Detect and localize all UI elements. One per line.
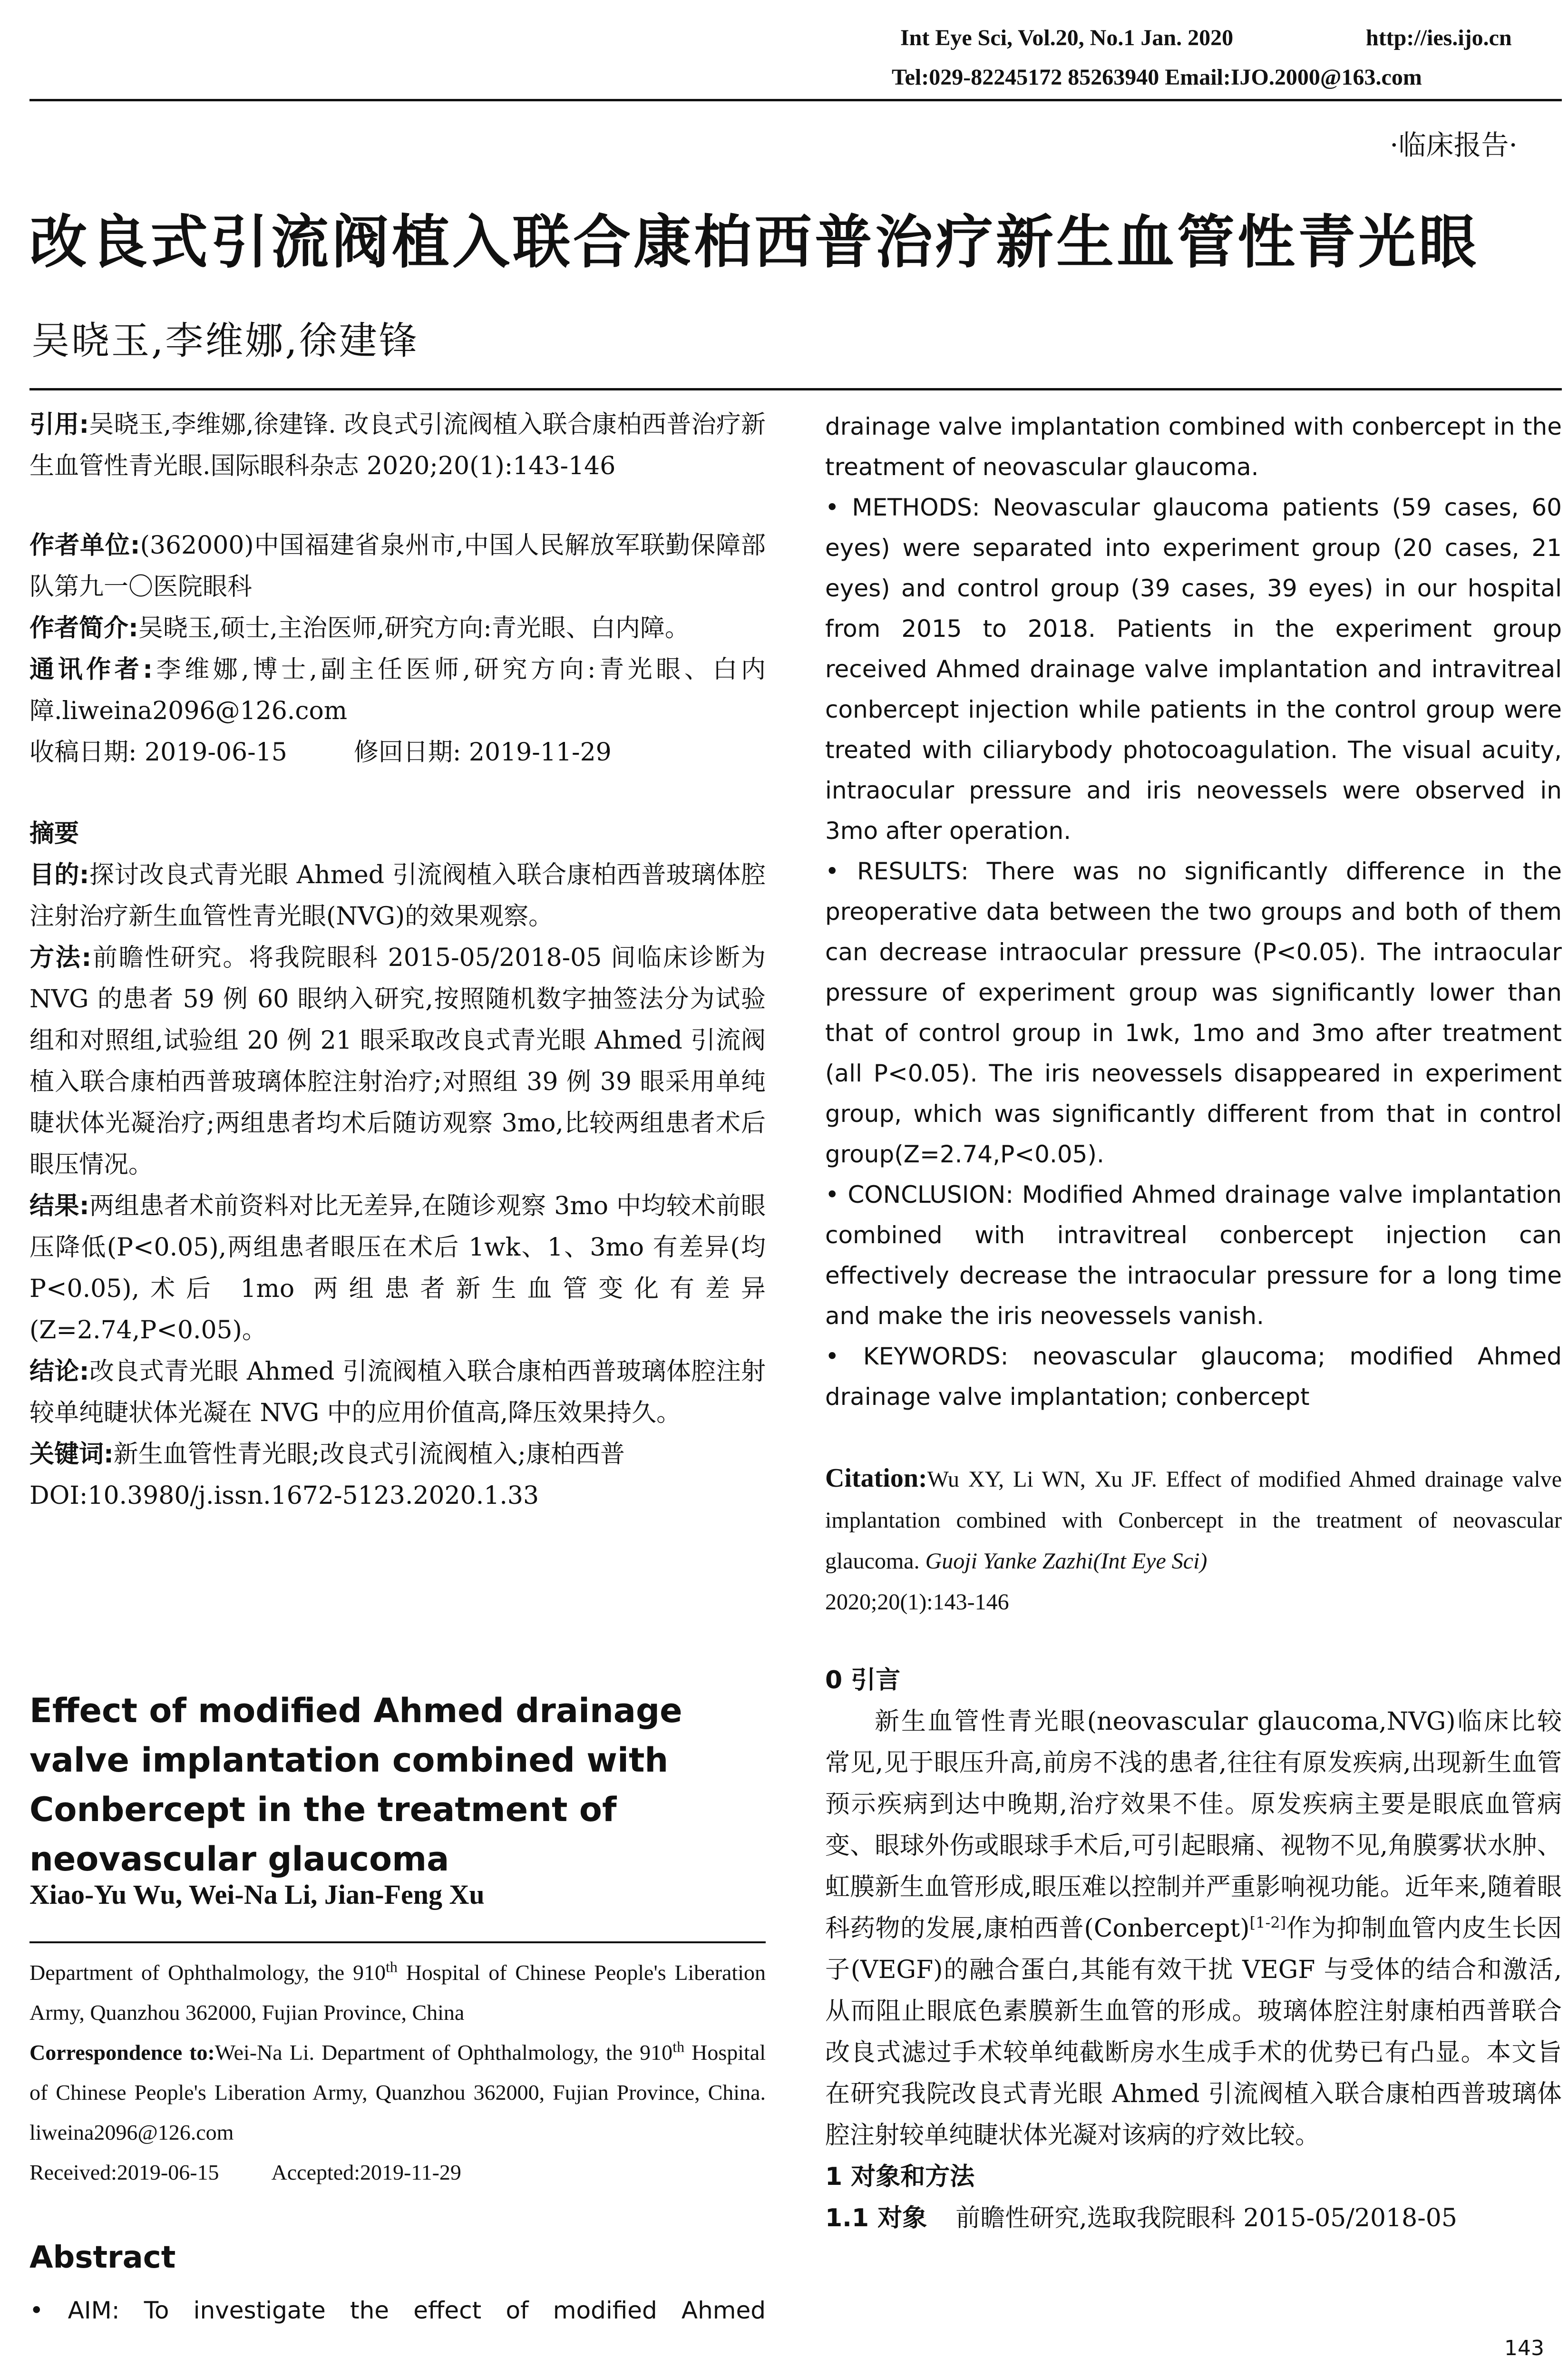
authors-rule (29, 388, 1562, 390)
english-abstract (825, 407, 1562, 1417)
keywords-cn: 关键词:新生血管性青光眼;改良式引流阀植入;康柏西普 (29, 1440, 625, 1469)
department-en: Department of Ophthalmology, the 910th Hospital of Chinese People's Liberation Army, Quanzhou 362000, Fujian Province, China (29, 1958, 766, 2025)
left-column (29, 404, 766, 1517)
correspondence-cn: 通讯作者:李维娜,博士,副主任医师,研究方向:青光眼、白内障.liweina2096@126.com (29, 655, 766, 725)
keywords-en: • KEYWORDS: neovascular glaucoma; modified Ahmed drainage valve implantation; conbercept (825, 1343, 1562, 1411)
author-bio-cn: 作者简介:吴晓玉,硕士,主治医师,研究方向:青光眼、白内障。 (29, 614, 690, 643)
dates-en: Received:2019-06-15 Accepted:2019-11-29 (29, 2160, 461, 2184)
dates-cn: 收稿日期: 2019-06-15 修回日期: 2019-11-29 (29, 738, 612, 767)
section-label: ·临床报告· (1390, 129, 1518, 161)
results-en: • RESULTS: There was no significantly difference in the preoperative data between the two groups and both of them can decrease intraocular pressure (P<0.05). The intraocular pressure of experiment group was significantly lower than that of control group in 1wk, 1mo and 3mo after treatment (all P<0.05). The iris neovessels disappeared in experiment group, which was significantly different from that in control group(Z=2.74,P<0.05). (825, 857, 1562, 1168)
header-rule (29, 99, 1562, 101)
intro-heading: 0 引言 (825, 1666, 901, 1695)
affiliation-cn: 作者单位:(362000)中国福建省泉州市,中国人民解放军联勤保障部队第九一〇医院眼科 (29, 531, 766, 601)
english-affiliation-block (29, 1953, 766, 2192)
authors-cn: 吴晓玉,李维娜,徐建锋 (31, 319, 419, 363)
intro-paragraph: 新生血管性青光眼(neovascular glaucoma,NVG)临床比较常见,见于眼压升高,前房不浅的患者,往往有原发疾病,出现新生血管预示疾病到达中晚期,治疗效果不佳。原发疾病主要是眼底血管病变、眼球外伤或眼球手术后,可引起眼痛、视物不见,角膜雾状水肿、虹膜新生血管形成,眼压难以控制并严重影响视功能。近年来,随着眼科药物的发展,康柏西普(Conbercept)[1-2]作为抑制血管内皮生长因子(VEGF)的融合蛋白,其能有效干扰 VEGF 与受体的结合和激活,从而阻止眼底色素膜新生血管的形成。玻璃体腔注射康柏西普联合改良式滤过手术较单纯截断房水生成手术的优势已有凸显。本文旨在研究我院改良式青光眼 Ahmed 引流阀植入联合康柏西普玻璃体腔注射较单纯睫状体光凝对该病的疗效比较。 (825, 1707, 1562, 2150)
title-cn: 改良式引流阀植入联合康柏西普治疗新生血管性青光眼 (29, 209, 1480, 276)
aim-en-cont: drainage valve implantation combined with conbercept in the treatment of neovascular glaucoma. (825, 413, 1562, 481)
conclusion-cn: 结论:改良式青光眼 Ahmed 引流阀植入联合康柏西普玻璃体腔注射较单纯睫状体光凝在 NVG 中的应用价值高,降压效果持久。 (29, 1357, 766, 1427)
authors-en: Xiao-Yu Wu, Wei-Na Li, Jian-Feng Xu (29, 1879, 485, 1910)
citation-en: Citation:Wu XY, Li WN, Xu JF. Effect of modified Ahmed drainage valve implantation combined with Conbercept in the treatment of neovascular glaucoma. Guoji Yanke Zazhi(Int Eye Sci) 2020;20(1):143-146 (825, 1463, 1562, 1615)
contact-line: Tel:029-82245172 85263940 Email:IJO.2000@163.com (892, 65, 1422, 90)
abstract-heading-en: Abstract (29, 2240, 176, 2275)
section11: 1.1 对象 前瞻性研究,选取我院眼科 2015-05/2018-05 (825, 2204, 1457, 2232)
abstract-heading-cn: 摘要 (29, 819, 79, 848)
authors-en-rule (29, 1941, 766, 1943)
page-number: 143 (1504, 2336, 1544, 2360)
title-en: Effect of modified Ahmed drainage valve implantation combined with Conbercept in the treatment of neovascular glaucoma (29, 1691, 682, 1879)
conclusion-en: • CONCLUSION: Modified Ahmed drainage valve implantation combined with intravitreal conbercept injection can effectively decrease the intraocular pressure for a long time and make the iris neovessels vanish. (825, 1181, 1562, 1330)
journal-url: http://ies.ijo.cn (1366, 25, 1512, 50)
introduction (825, 1660, 1562, 2239)
section1-heading: 1 对象和方法 (825, 2163, 975, 2191)
methods-cn: 方法:前瞻性研究。将我院眼科 2015-05/2018-05 间临床诊断为 NVG 的患者 59 例 60 眼纳入研究,按照随机数字抽签法分为试验组和对照组,试验组 20 例 21 眼采取改良式青光眼 Ahmed 引流阀植入联合康柏西普玻璃体腔注射治疗;对照组 39 例 39 眼采用单纯睫状体光凝治疗;两组患者均术后随访观察 3mo,比较两组患者术后眼压情况。 (29, 944, 766, 1179)
methods-en: • METHODS: Neovascular glaucoma patients (59 cases, 60 eyes) were separated into experiment group (20 cases, 21 eyes) and control group (39 cases, 39 eyes) in our hospital from 2015 to 2018. Patients in the experiment group received Ahmed drainage valve implantation and intravitreal conbercept injection while patients in the control group were treated with ciliarybody photocoagulation. The visual acuity, intraocular pressure and iris neovessels were observed in 3mo after operation. (825, 494, 1562, 845)
aim-cn: 目的:探讨改良式青光眼 Ahmed 引流阀植入联合康柏西普玻璃体腔注射治疗新生血管性青光眼(NVG)的效果观察。 (29, 861, 766, 931)
doi: DOI:10.3980/j.issn.1672-5123.2020.1.33 (29, 1481, 539, 1510)
results-cn: 结果:两组患者术前资料对比无差异,在随诊观察 3mo 中均较术前眼压降低(P<0.05),两组患者眼压在术后 1wk、1、3mo 有差异(均 P<0.05),术后 1mo 两组患者新生血管变化有差异(Z=2.74,P<0.05)。 (29, 1192, 766, 1344)
journal-line: Int Eye Sci, Vol.20, No.1 Jan. 2020 (900, 25, 1234, 50)
correspondence-en: Correspondence to:Wei-Na Li. Department of Ophthalmology, the 910th Hospital of Chinese People's Liberation Army, Quanzhou 362000, Fujian Province, China. liweina2096@126.com (29, 2038, 766, 2144)
citation-cn: 引用:吴晓玉,李维娜,徐建锋. 改良式引流阀植入联合康柏西普治疗新生血管性青光眼.国际眼科杂志 2020;20(1):143-146 (29, 410, 766, 480)
aim-en-start: • AIM: To investigate the effect of modified Ahmed (29, 2297, 766, 2324)
